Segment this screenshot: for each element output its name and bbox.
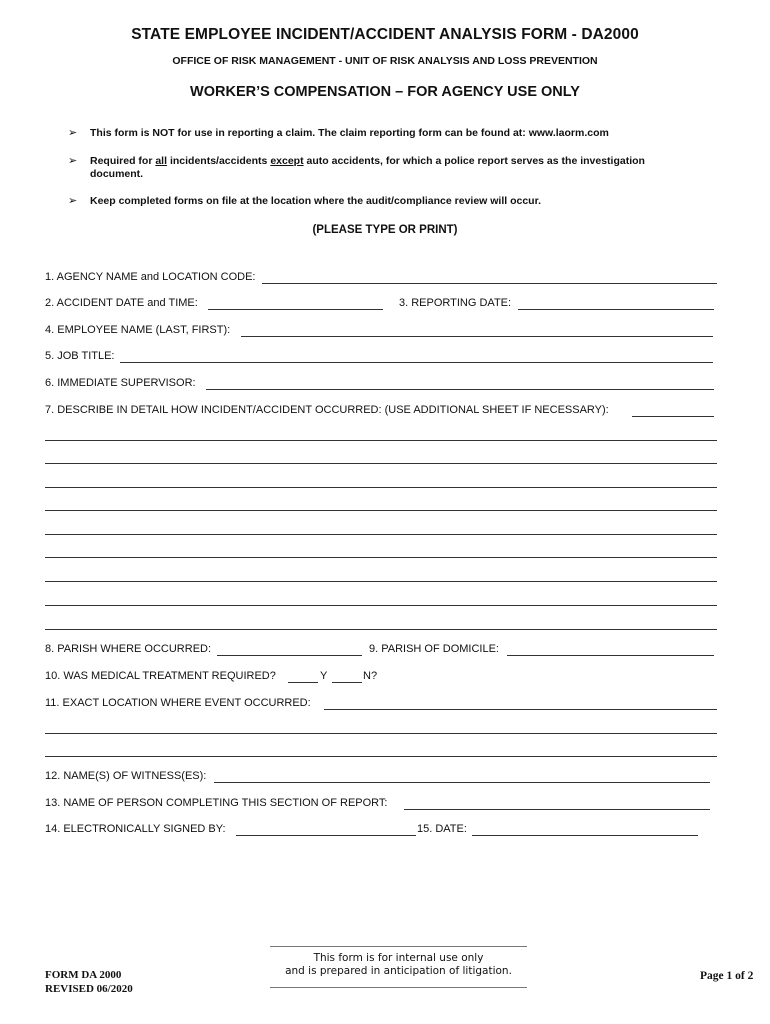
description-line[interactable] — [45, 463, 717, 464]
medical-yes-label: Y — [320, 670, 328, 682]
bullet-arrow-icon: ➢ — [68, 127, 78, 139]
employee-name-field[interactable] — [241, 336, 713, 337]
medical-no-label: N? — [363, 670, 378, 682]
accident-date-label: 2. ACCIDENT DATE and TIME: — [45, 297, 198, 309]
bullet-required-note — [90, 155, 645, 181]
supervisor-field[interactable] — [206, 389, 714, 390]
job-title-label: 5. JOB TITLE: — [45, 350, 115, 362]
please-type-or-print: (PLEASE TYPE OR PRINT) — [312, 224, 458, 236]
litigation-notice — [270, 946, 527, 988]
job-title-field[interactable] — [120, 362, 713, 363]
incident-description-field[interactable] — [632, 416, 714, 417]
agency-use-heading: WORKER’S COMPENSATION – FOR AGENCY USE ONLY — [190, 84, 580, 100]
bullet-arrow-icon: ➢ — [68, 155, 78, 167]
medical-yes-field[interactable] — [288, 682, 318, 683]
medical-no-field[interactable] — [332, 682, 362, 683]
description-line[interactable] — [45, 581, 717, 582]
parish-occurred-label: 8. PARISH WHERE OCCURRED: — [45, 643, 212, 655]
bullet-keep-note: Keep completed forms on file at the location where the audit/compliance review will occur. — [90, 195, 542, 207]
form-number: FORM DA 2000 — [45, 969, 122, 981]
form-id — [45, 968, 133, 996]
notice-line: and is prepared in anticipation of litigation. — [285, 965, 512, 977]
description-line[interactable] — [45, 440, 717, 441]
notice-line: This form is for internal use only — [313, 952, 484, 964]
bullet-text-part: document. — [90, 168, 144, 180]
parish-occurred-field[interactable] — [217, 655, 362, 656]
reporting-date-label: 3. REPORTING DATE: — [399, 297, 512, 309]
description-line[interactable] — [45, 534, 717, 535]
signed-by-label: 14. ELECTRONICALLY SIGNED BY: — [45, 823, 226, 835]
description-line[interactable] — [45, 510, 717, 511]
completing-person-label: 13. NAME OF PERSON COMPLETING THIS SECTION OF REPORT: — [45, 797, 388, 809]
signed-by-field[interactable] — [236, 835, 416, 836]
location-line[interactable] — [45, 756, 717, 757]
parish-domicile-field[interactable] — [507, 655, 714, 656]
page-number: Page 1 of 2 — [700, 970, 754, 982]
emphasis-all: all — [155, 155, 168, 167]
completing-person-field[interactable] — [404, 809, 710, 810]
witness-field[interactable] — [214, 782, 710, 783]
form-title: STATE EMPLOYEE INCIDENT/ACCIDENT ANALYSIS FORM - DA2000 — [131, 26, 639, 43]
description-line[interactable] — [45, 605, 717, 606]
description-line[interactable] — [45, 487, 717, 488]
form-revision: REVISED 06/2020 — [45, 983, 133, 995]
witness-label: 12. NAME(S) OF WITNESS(ES): — [45, 770, 207, 782]
bullet-arrow-icon: ➢ — [68, 195, 78, 207]
description-line[interactable] — [45, 629, 717, 630]
bullet-claim-note: This form is NOT for use in reporting a claim. The claim reporting form can be found at: www.laorm.com — [90, 127, 609, 139]
bullet-text-part: incidents/accidents — [167, 155, 271, 167]
reporting-date-field[interactable] — [518, 309, 714, 310]
parish-domicile-label: 9. PARISH OF DOMICILE: — [369, 643, 499, 655]
supervisor-label: 6. IMMEDIATE SUPERVISOR: — [45, 377, 196, 389]
location-line[interactable] — [45, 733, 717, 734]
exact-location-field[interactable] — [324, 709, 717, 710]
date-label: 15. DATE: — [417, 823, 467, 835]
employee-name-label: 4. EMPLOYEE NAME (LAST, FIRST): — [45, 324, 231, 336]
form-subtitle: OFFICE OF RISK MANAGEMENT - UNIT OF RISK ANALYSIS AND LOSS PREVENTION — [172, 55, 598, 67]
description-line[interactable] — [45, 557, 717, 558]
date-field[interactable] — [472, 835, 698, 836]
emphasis-except: except — [270, 155, 304, 167]
bullet-text-part: auto accidents, for which a police report serves as the investigation — [303, 155, 645, 167]
agency-name-field[interactable] — [262, 283, 717, 284]
bullet-text-part: Required for — [90, 155, 156, 167]
agency-name-label: 1. AGENCY NAME and LOCATION CODE: — [45, 271, 256, 283]
medical-treatment-label: 10. WAS MEDICAL TREATMENT REQUIRED? — [45, 670, 276, 682]
accident-date-field[interactable] — [208, 309, 383, 310]
incident-description-label: 7. DESCRIBE IN DETAIL HOW INCIDENT/ACCIDENT OCCURRED: (USE ADDITIONAL SHEET IF NECESSARY): — [45, 404, 609, 416]
exact-location-label: 11. EXACT LOCATION WHERE EVENT OCCURRED: — [45, 697, 311, 709]
